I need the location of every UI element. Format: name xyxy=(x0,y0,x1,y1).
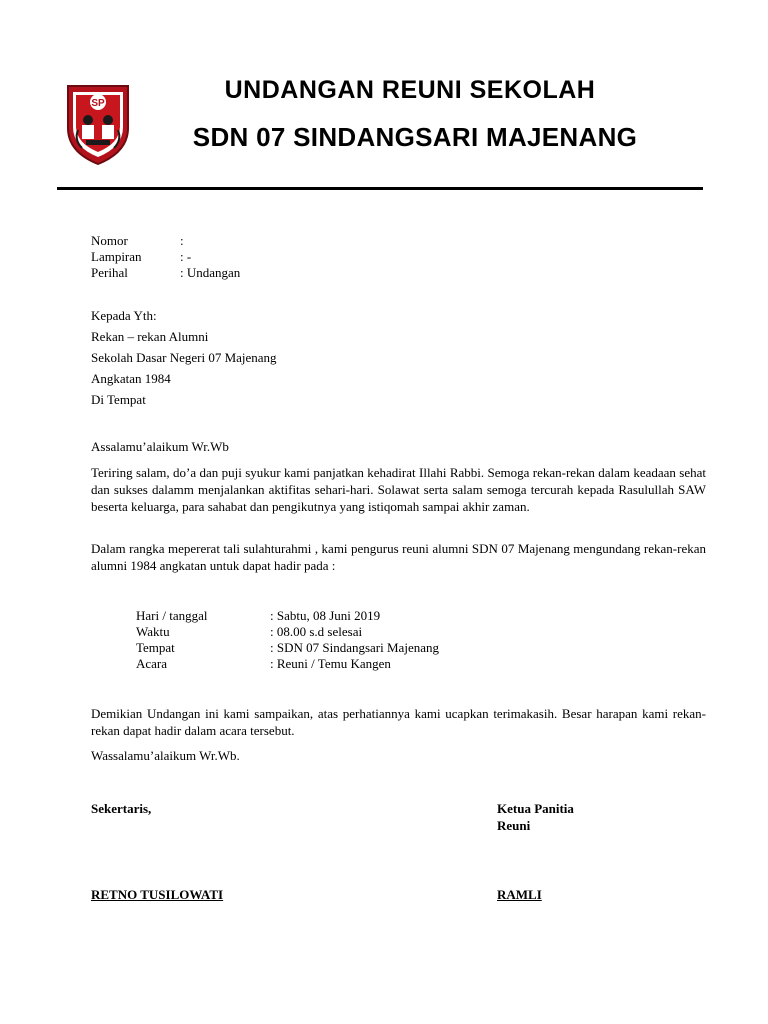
signature-name-chair: RAMLI xyxy=(497,887,542,902)
body-paragraph-1: Teriring salam, do’a dan puji syukur kami panjatkan kehadirat Illahi Rabbi. Semoga rekan-rekan dalam keadaan sehat dan sukses dalamm menjalankan aktifitas sehari-hari. Solawat serta salam semoga tercurah kepada Rasulullah SAW beserta keluarga, para sahabat dan pengikutnya yang istiqomah sampai akhir zaman. xyxy=(91,465,706,514)
recipient-line: Kepada Yth: xyxy=(91,308,157,323)
closing-salutation: Wassalamu’alaikum Wr.Wb. xyxy=(91,748,240,763)
svg-text:SP: SP xyxy=(91,98,105,109)
letter-title-line2: SDN 07 SINDANGSARI MAJENANG xyxy=(192,122,638,152)
meta-label-lampiran: Lampiran xyxy=(91,249,142,264)
meta-label-perihal: Perihal xyxy=(91,265,128,280)
recipient-line: Rekan – rekan Alumni xyxy=(91,329,209,344)
letter-title-line1: UNDANGAN REUNI SEKOLAH xyxy=(224,76,596,104)
event-label-place: Tempat xyxy=(136,640,175,655)
recipient-line: Sekolah Dasar Negeri 07 Majenang xyxy=(91,350,277,365)
event-value-date: : Sabtu, 08 Juni 2019 xyxy=(270,608,381,623)
greeting: Assalamu’alaikum Wr.Wb xyxy=(91,439,229,454)
signature-role-chair-line2: Reuni xyxy=(497,818,531,833)
meta-value-perihal: : Undangan xyxy=(180,265,241,280)
meta-value-nomor: : xyxy=(180,233,184,248)
event-value-activity: : Reuni / Temu Kangen xyxy=(270,656,391,671)
event-label-date: Hari / tanggal xyxy=(136,608,208,623)
event-value-time: : 08.00 s.d selesai xyxy=(270,624,363,639)
school-emblem-logo xyxy=(64,80,132,166)
event-label-activity: Acara xyxy=(136,656,168,671)
body-paragraph-3: Demikian Undangan ini kami sampaikan, atas perhatiannya kami ucapkan terimakasih. Besar harapan kami rekan-rekan dapat hadir dalam acara tersebut. xyxy=(91,706,706,738)
signature-role-secretary: Sekertaris, xyxy=(91,801,152,816)
event-value-place: : SDN 07 Sindangsari Majenang xyxy=(270,640,439,655)
recipient-line: Angkatan 1984 xyxy=(91,371,171,386)
signature-name-secretary: RETNO TUSILOWATI xyxy=(91,887,224,902)
signature-role-chair-line1: Ketua Panitia xyxy=(497,801,574,816)
meta-label-nomor: Nomor xyxy=(91,233,128,248)
event-label-time: Waktu xyxy=(136,624,170,639)
meta-value-lampiran: : - xyxy=(180,249,192,264)
recipient-line: Di Tempat xyxy=(91,392,146,407)
header-divider xyxy=(57,187,703,190)
body-paragraph-2: Dalam rangka mepererat tali sulahturahmi , kami pengurus reuni alumni SDN 07 Majenang mengundang rekan-rekan alumni 1984 angkatan untuk dapat hadir pada : xyxy=(91,541,706,573)
